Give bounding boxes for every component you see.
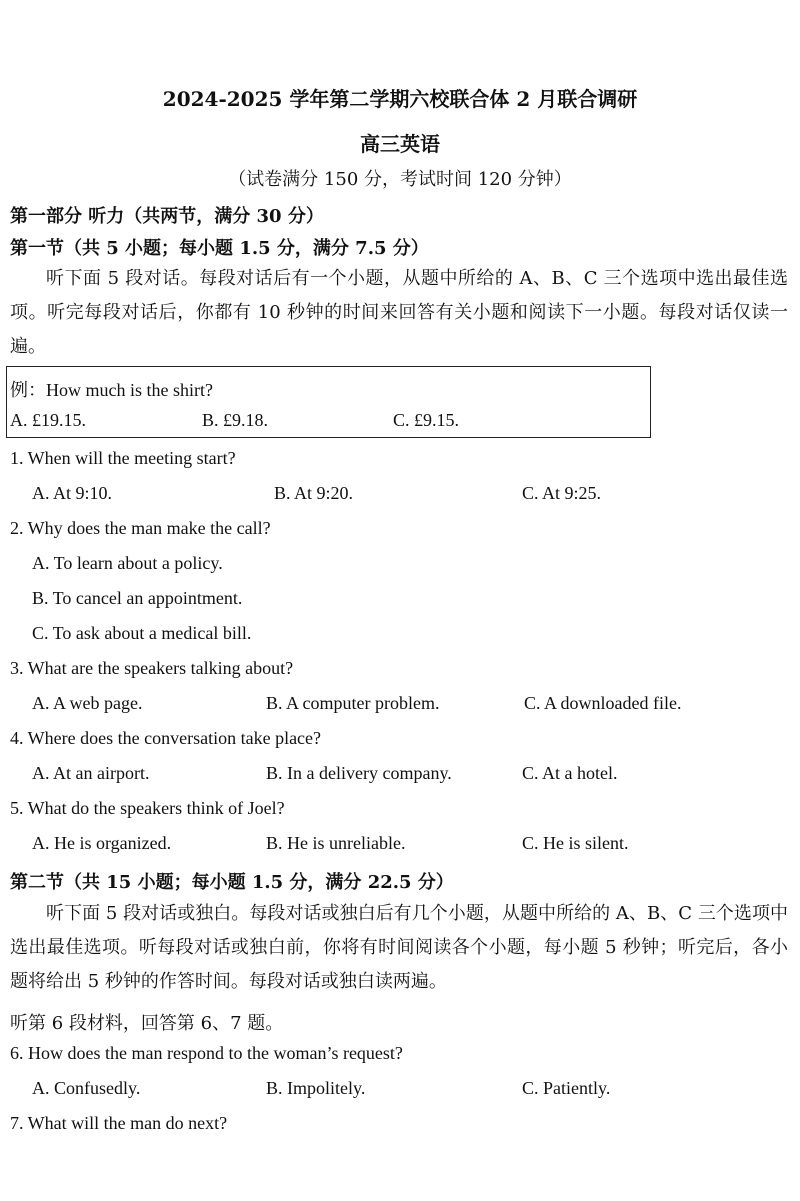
q6-option-c: C. Patiently.	[522, 1078, 611, 1098]
question-3: 3. What are the speakers talking about?	[10, 658, 294, 678]
example-option-c: C. £9.15.	[393, 410, 460, 430]
question-1: 1. When will the meeting start?	[10, 448, 236, 468]
material-note: 听第 6 段材料，回答第 6、7 题。	[10, 1013, 284, 1034]
q5-option-a: A. He is organized.	[32, 833, 172, 853]
q1-option-a: A. At 9:10.	[32, 483, 113, 503]
section1-instructions: 听下面 5 段对话。每段对话后有一个小题，从题中所给的 A、B、C 三个选项中选出最佳选项。听完每段对话后，你都有 10 秒钟的时间来回答有关小题和阅读下一小题。每段对话仅读一遍。	[10, 268, 788, 357]
exam-title: 2024-2025 学年第二学期六校联合体 2 月联合调研	[162, 87, 638, 111]
q1-option-b: B. At 9:20.	[274, 483, 354, 503]
example-option-a: A. £19.15.	[10, 410, 86, 430]
q5-option-b: B. He is unreliable.	[266, 833, 406, 853]
question-2: 2. Why does the man make the call?	[10, 518, 271, 538]
exam-note: （试卷满分 150 分，考试时间 120 分钟）	[228, 169, 572, 190]
question-6: 6. How does the man respond to the woman’s request?	[10, 1043, 403, 1063]
part1-heading: 第一部分 听力（共两节，满分 30 分）	[10, 206, 324, 227]
exam-subject: 高三英语	[360, 132, 440, 156]
q5-option-c: C. He is silent.	[522, 833, 629, 853]
section1-heading: 第一节（共 5 小题；每小题 1.5 分，满分 7.5 分）	[10, 238, 429, 259]
q1-option-c: C. At 9:25.	[522, 483, 602, 503]
q3-option-a: A. A web page.	[32, 693, 143, 713]
q4-option-b: B. In a delivery company.	[266, 763, 452, 783]
section2-instructions: 听下面 5 段对话或独白。每段对话或独白后有几个小题，从题中所给的 A、B、C 三个选项中选出最佳选项。听每段对话或独白前，你将有时间阅读各个小题，每小题 5 秒钟；听完后，各小题将给出 5 秒钟的作答时间。每段对话或独白读两遍。	[10, 903, 788, 992]
question-7: 7. What will the man do next?	[10, 1113, 228, 1133]
question-4: 4. Where does the conversation take place?	[10, 728, 322, 748]
q4-option-c: C. At a hotel.	[522, 763, 618, 783]
example-option-b: B. £9.18.	[202, 410, 269, 430]
q4-option-a: A. At an airport.	[32, 763, 150, 783]
q2-option-b: B. To cancel an appointment.	[32, 588, 243, 608]
section2-heading: 第二节（共 15 小题；每小题 1.5 分，满分 22.5 分）	[10, 872, 454, 893]
q2-option-a: A. To learn about a policy.	[32, 553, 223, 573]
q3-option-b: B. A computer problem.	[266, 693, 440, 713]
question-5: 5. What do the speakers think of Joel?	[10, 798, 285, 818]
q2-option-c: C. To ask about a medical bill.	[32, 623, 252, 643]
q6-option-b: B. Impolitely.	[266, 1078, 366, 1098]
q6-option-a: A. Confusedly.	[32, 1078, 141, 1098]
q3-option-c: C. A downloaded file.	[524, 693, 682, 713]
example-question: 例：How much is the shirt?	[10, 380, 213, 400]
